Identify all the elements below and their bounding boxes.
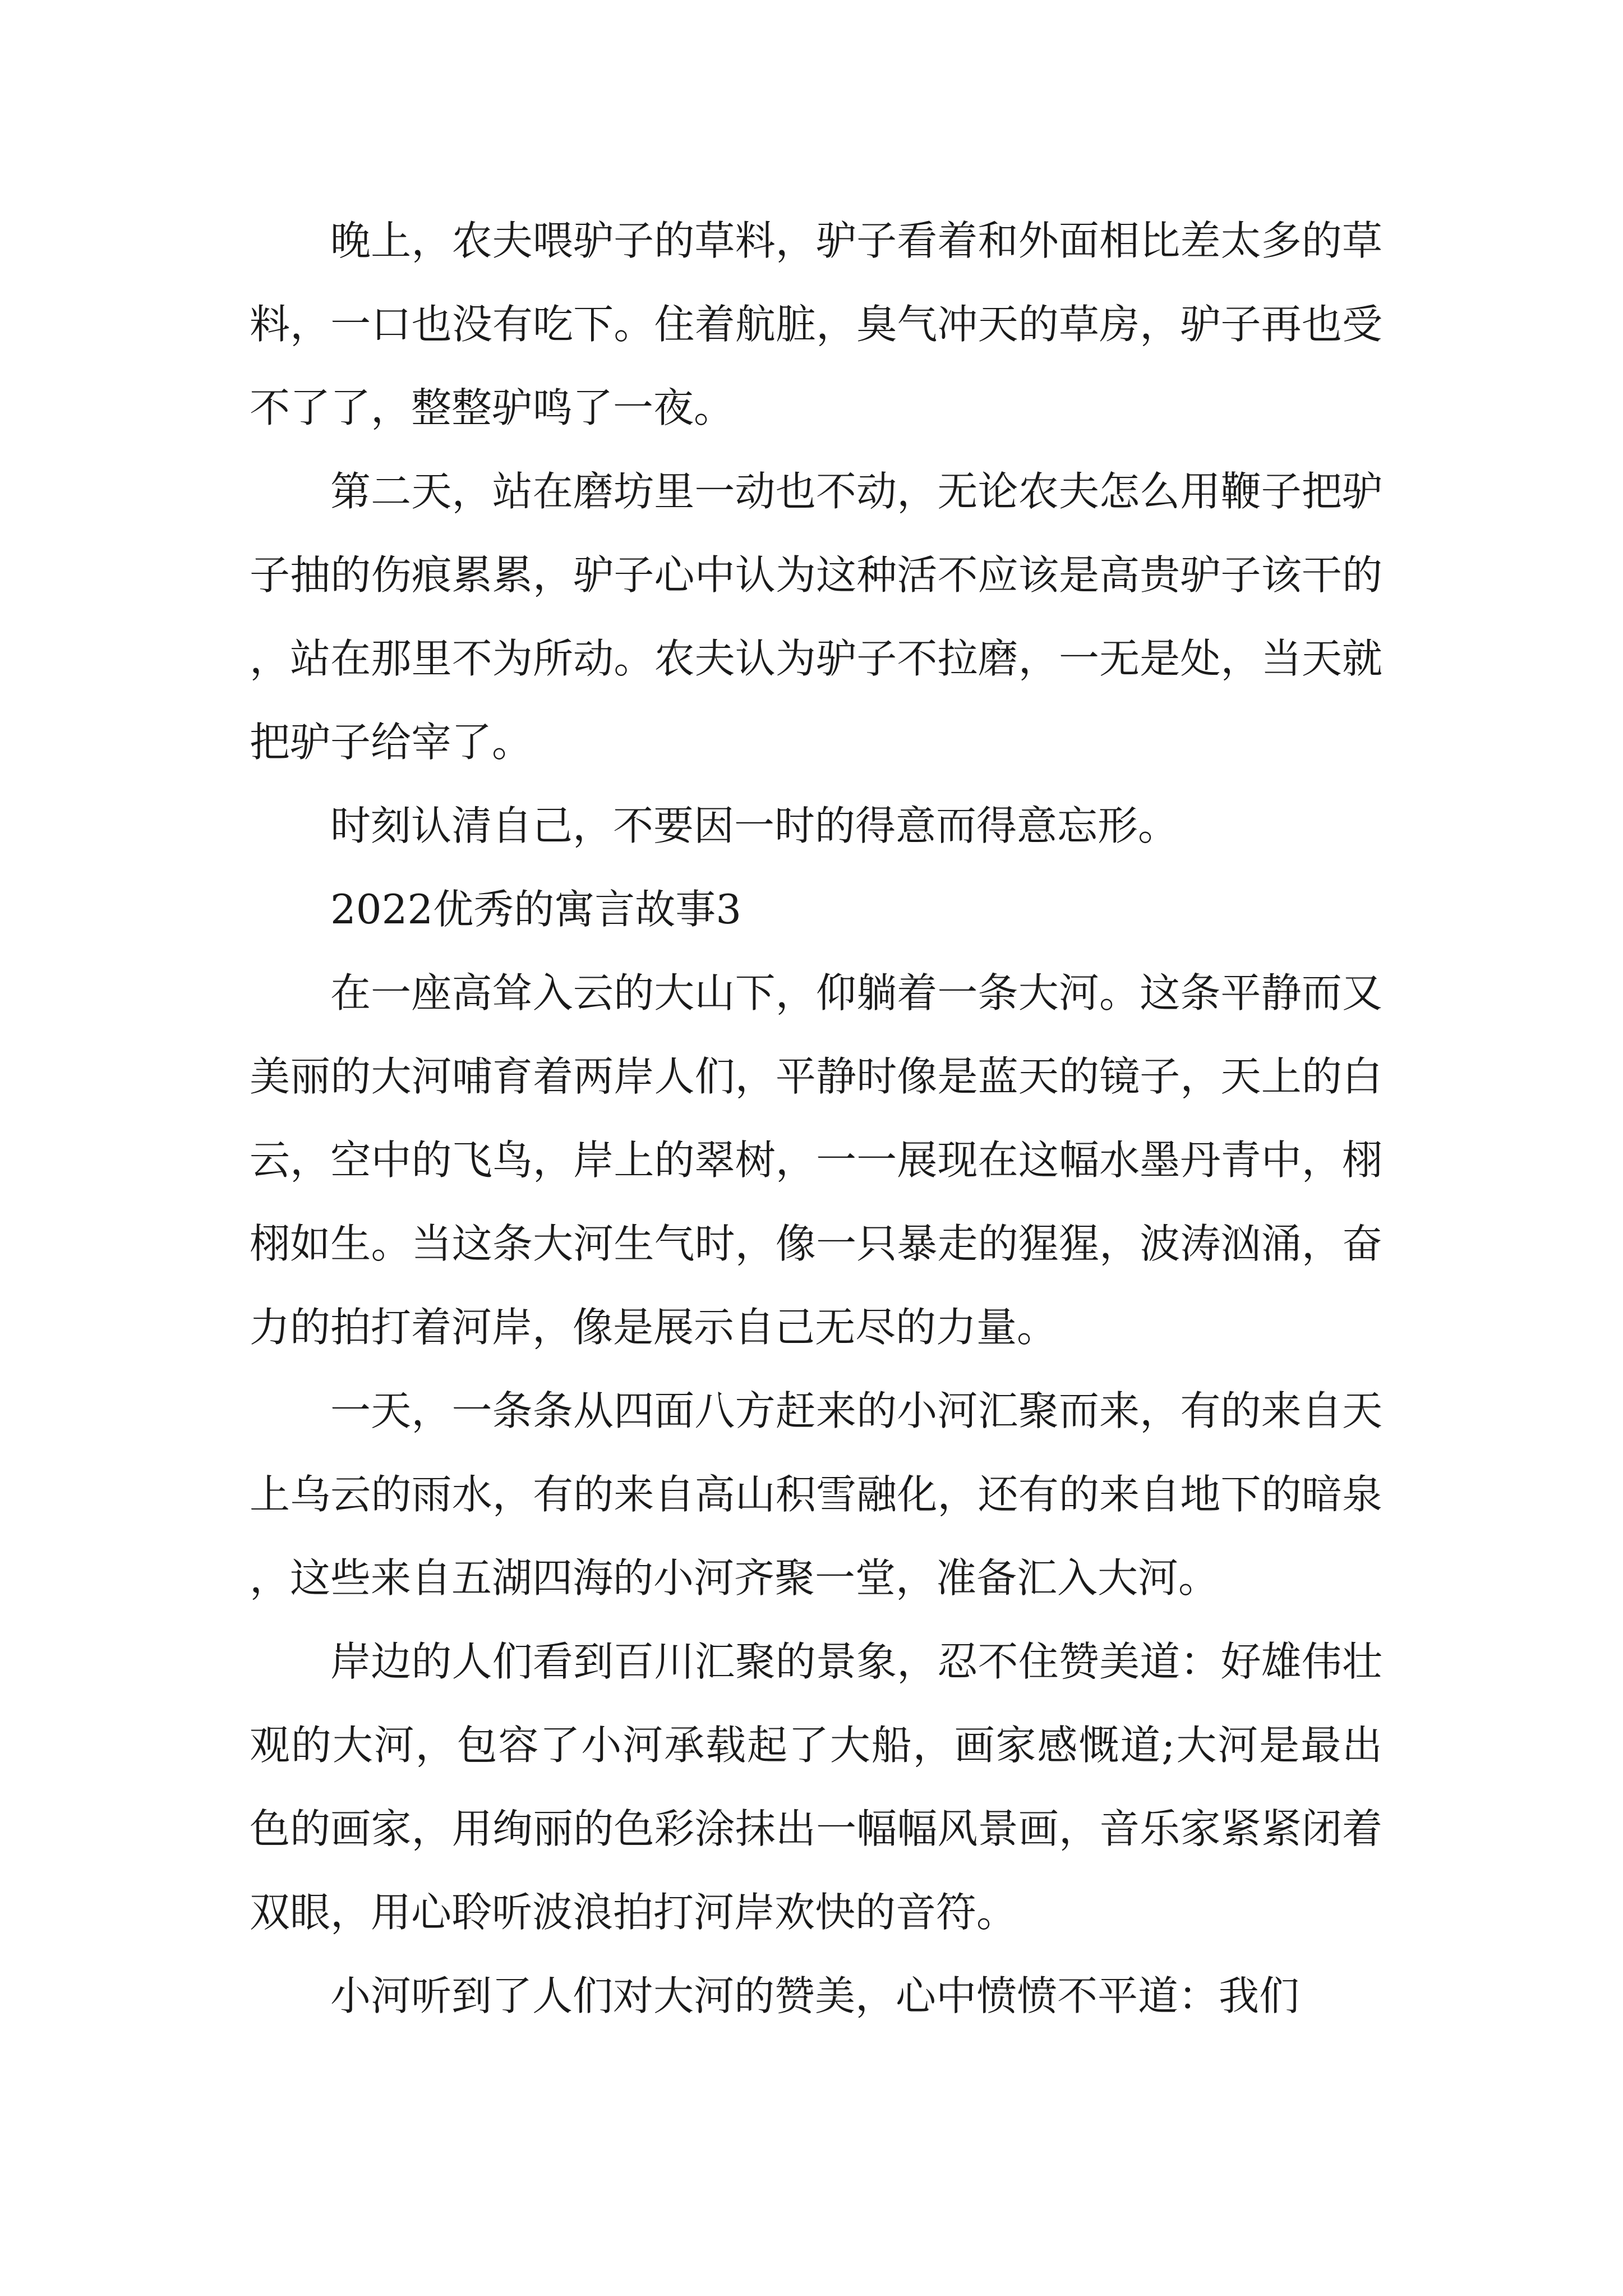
paragraph-donkey-next-day: 第二天，站在磨坊里一动也不动，无论农夫怎么用鞭子把驴子抽的伤痕累累，驴子心中认为这种活不应该是高贵驴子该干的，站在那里不为所动。农夫认为驴子不拉磨，一无是处，当天就把驴子给宰了。 [250, 468, 1382, 766]
paragraph-moral: 时刻认清自己，不要因一时的得意而得意忘形。 [330, 802, 1179, 849]
paragraph-streams-gather: 一天，一条条从四面八方赶来的小河汇聚而来，有的来自天上乌云的雨水，有的来自高山积雪融化，还有的来自地下的暗泉，这些来自五湖四海的小河齐聚一堂，准备汇入大河。 [250, 1387, 1382, 1602]
story-heading: 2022优秀的寓言故事3 [330, 886, 742, 933]
body-text [250, 199, 1382, 2038]
paragraph-streams-complain: 小河听到了人们对大河的赞美，心中愤愤不平道：我们 [330, 1972, 1300, 2019]
paragraph-donkey-evening: 晚上，农夫喂驴子的草料，驴子看着和外面相比差太多的草料，一口也没有吃下。住着航脏，臭气冲天的草房，驴子再也受不了了，整整驴鸣了一夜。 [250, 217, 1382, 431]
paragraph-river-intro: 在一座高耸入云的大山下，仰躺着一条大河。这条平静而又美丽的大河哺育着两岸人们，平静时像是蓝天的镜子，天上的白云，空中的飞鸟，岸上的翠树，一一展现在这幅水墨丹青中，栩栩如生。当这条大河生气时，像一只暴走的猩猩，波涛汹涌，奋力的拍打着河岸，像是展示自己无尽的力量。 [250, 969, 1382, 1351]
paragraph-people-praise: 岸边的人们看到百川汇聚的景象，忍不住赞美道：好雄伟壮观的大河，包容了小河承载起了大船，画家感慨道;大河是最出色的画家，用绚丽的色彩涂抹出一幅幅风景画，音乐家紧紧闭着双眼，用心聆听波浪拍打河岸欢快的音符。 [250, 1638, 1382, 1936]
